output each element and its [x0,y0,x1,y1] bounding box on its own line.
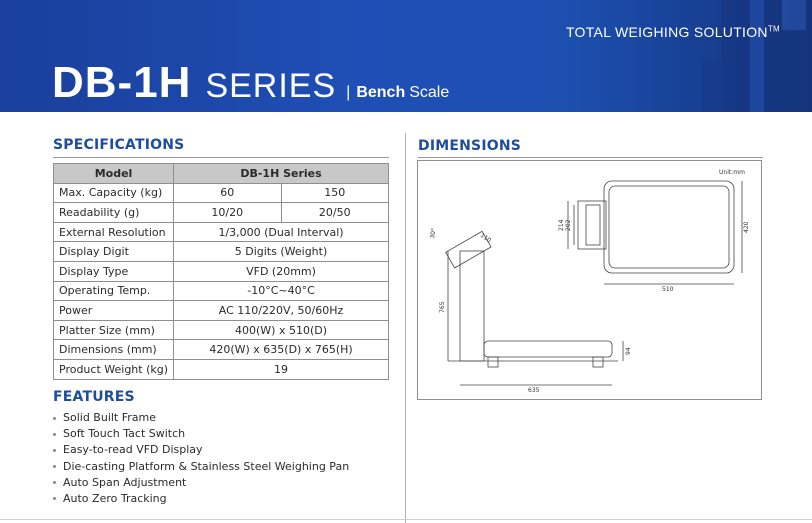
table-row [54,242,389,262]
row-label: External Resolution [54,222,174,242]
platter-side-view [484,341,612,357]
tagline: TOTAL WEIGHING SOLUTION™ [565,24,780,40]
row-label: Product Weight (kg) [54,359,174,379]
series-title: SERIES [205,67,337,105]
bottom-divider [0,519,812,520]
row-value: 19 [174,359,389,379]
platter-top-view [604,181,734,273]
title-row [52,58,449,108]
row-value: 60 [174,183,281,203]
stand-side-view [460,251,484,361]
table-row [54,340,389,360]
column-divider [405,133,406,523]
dimensions-drawing [417,160,762,400]
row-value: VFD (20mm) [174,261,389,281]
dim-label: 765 [439,301,446,313]
features-list [53,410,349,507]
dimensions-heading: DIMENSIONS [418,138,522,154]
row-value: -10°C~40°C [174,281,389,301]
bullet-icon [53,465,56,468]
table-row [54,222,389,242]
row-value: AC 110/220V, 50/60Hz [174,301,389,321]
row-label: Readability (g) [54,203,174,223]
scale-silhouette-image [582,0,812,112]
bullet-icon [53,481,56,484]
row-label: Display Type [54,261,174,281]
indicator-top-view [578,201,606,249]
table-row [54,320,389,340]
row-value: 5 Digits (Weight) [174,242,389,262]
row-label: Dimensions (mm) [54,340,174,360]
list-item: Easy-to-read VFD Display [53,442,349,458]
table-header-value: DB-1H Series [174,164,389,184]
specifications-table [53,163,389,380]
model-title: DB-1H [52,58,192,107]
features-heading: FEATURES [53,389,135,405]
row-value: 10/20 [174,203,281,223]
row-label: Max. Capacity (kg) [54,183,174,203]
bullet-icon [53,433,56,436]
dim-label: 214 [558,219,565,231]
list-item: Auto Zero Tracking [53,491,349,507]
header-banner [0,0,812,112]
table-header-row [54,164,389,184]
row-value: 400(W) x 510(D) [174,320,389,340]
table-row [54,261,389,281]
table-row [54,203,389,223]
title-separator: | [346,84,351,101]
dim-label: 110 [478,231,493,245]
table-header-model: Model [54,164,174,184]
row-label: Platter Size (mm) [54,320,174,340]
dim-label: 420 [743,221,750,233]
row-value: 1/3,000 (Dual Interval) [174,222,389,242]
list-item: Die-casting Platform & Stainless Steel Weighing Pan [53,459,349,475]
row-value: 20/50 [281,203,389,223]
bullet-icon [53,449,56,452]
row-value: 150 [281,183,389,203]
bullet-icon [53,417,56,420]
dim-label: 510 [662,286,674,293]
subtitle: Scale [409,84,450,101]
list-item: Auto Span Adjustment [53,475,349,491]
table-row [54,183,389,203]
table-row [54,359,389,379]
unit-label: Unit:mm [719,169,745,176]
row-value: 420(W) x 635(D) x 765(H) [174,340,389,360]
dim-label: 94 [625,347,632,355]
specifications-heading: SPECIFICATIONS [53,137,185,153]
subtitle-bold: Bench [356,84,406,101]
dimensions-svg [418,161,763,401]
list-item: Soft Touch Tact Switch [53,426,349,442]
specifications-underline [53,157,389,158]
dim-label: 30° [429,227,438,240]
row-label: Display Digit [54,242,174,262]
dim-label: 202 [565,219,572,231]
dimensions-underline [418,157,763,158]
table-row [54,301,389,321]
list-item: Solid Built Frame [53,410,349,426]
row-label: Operating Temp. [54,281,174,301]
row-label: Power [54,301,174,321]
bullet-icon [53,497,56,500]
dim-label: 635 [528,387,540,394]
table-row [54,281,389,301]
